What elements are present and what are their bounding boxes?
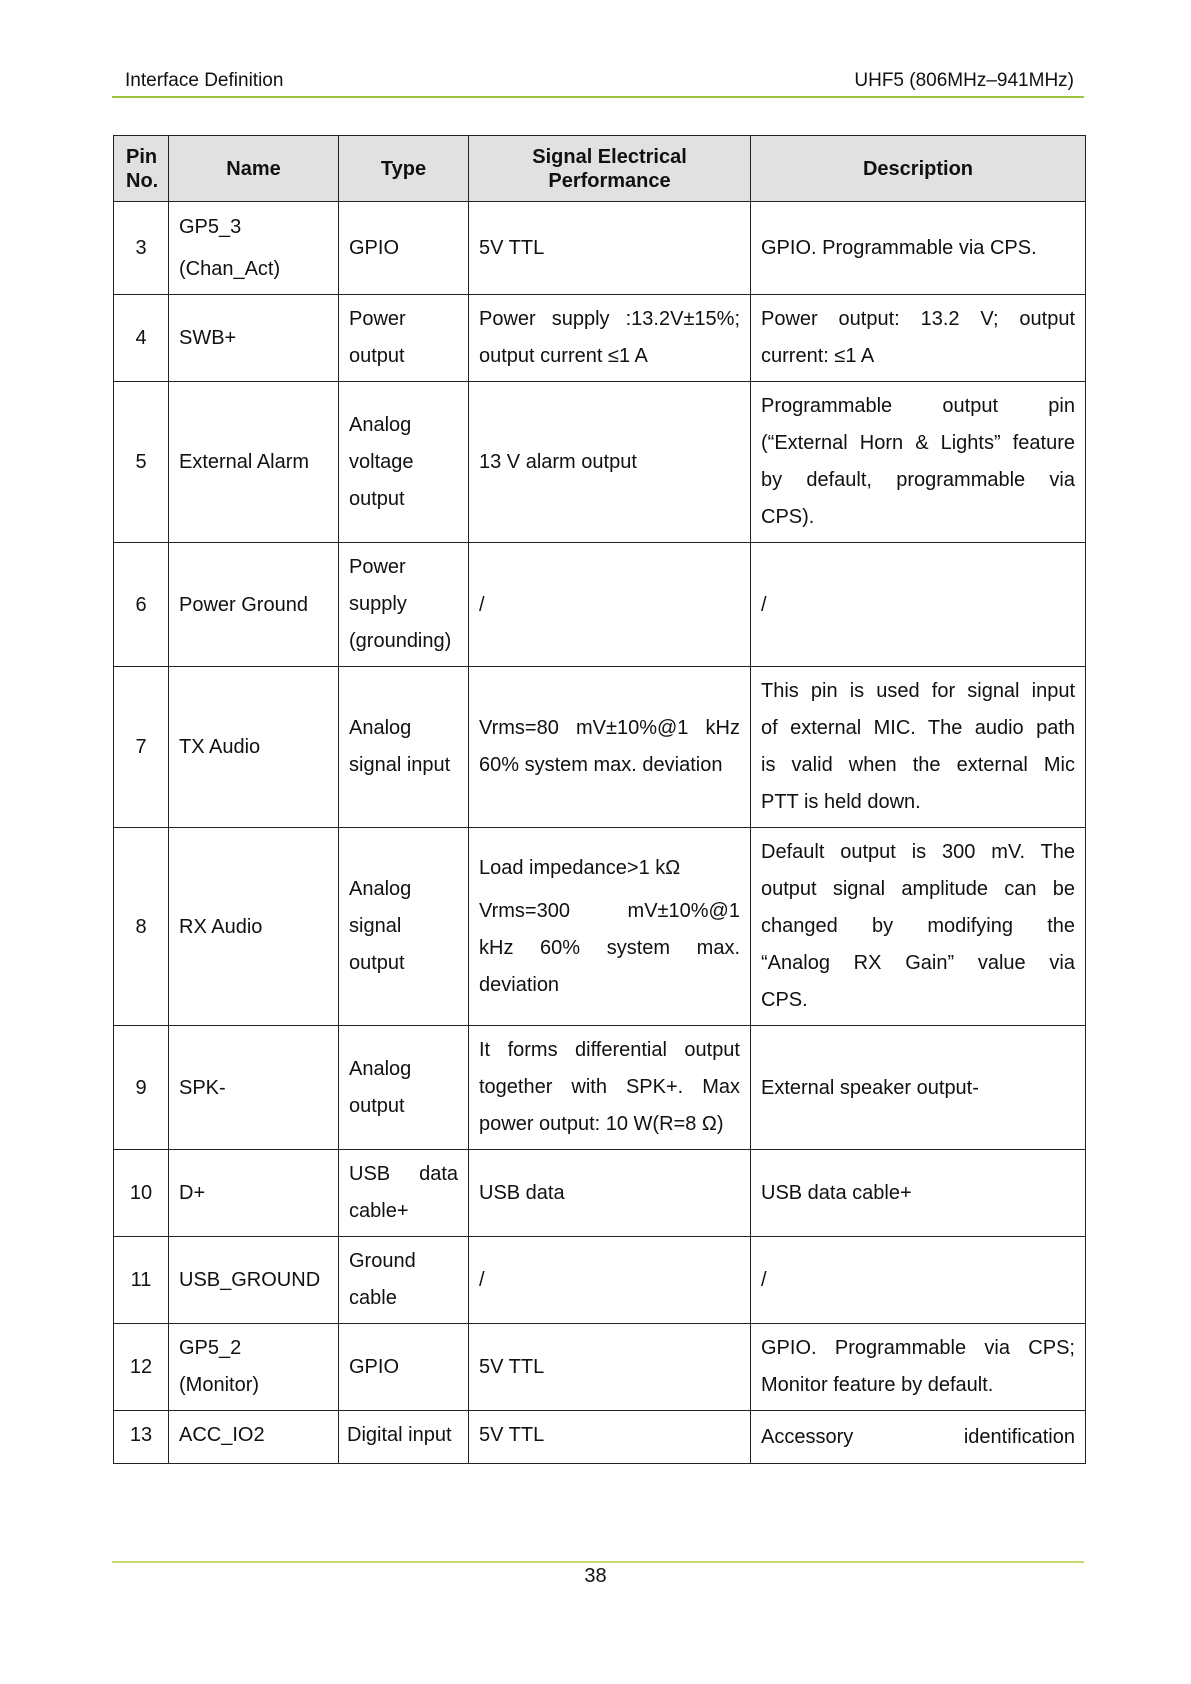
table-row — [114, 202, 1086, 295]
table-row — [114, 295, 1086, 382]
pin-name: TX Audio — [169, 667, 339, 828]
pin-number: 7 — [114, 667, 169, 828]
column-header-type: Type — [339, 136, 469, 202]
pin-signal: 13 V alarm output — [469, 382, 751, 543]
column-header-signal: Signal Electrical Performance — [469, 136, 751, 202]
pin-definition-table — [113, 135, 1086, 1464]
pin-type: GPIO — [339, 1324, 469, 1411]
column-header-name: Name — [169, 136, 339, 202]
pin-description: USB data cable+ — [751, 1150, 1086, 1237]
pin-type: Analog output — [339, 1026, 469, 1150]
table-row — [114, 1324, 1086, 1411]
table-row — [114, 1411, 1086, 1464]
table-header-row — [114, 136, 1086, 202]
pin-number: 12 — [114, 1324, 169, 1411]
pin-number: 11 — [114, 1237, 169, 1324]
pin-description: This pin is used for signal input of external MIC. The audio path is valid when the external Mic PTT is held down. — [751, 667, 1086, 828]
pin-signal: It forms differential output together with SPK+. Max power output: 10 W(R=8 Ω) — [469, 1026, 751, 1150]
pin-description: Programmable output pin (“External Horn & Lights” feature by default, programmable via CPS). — [751, 382, 1086, 543]
table-row — [114, 1237, 1086, 1324]
pin-name: SWB+ — [169, 295, 339, 382]
pin-number: 13 — [114, 1411, 169, 1464]
pin-description: Power output: 13.2 V; output current: ≤1 A — [751, 295, 1086, 382]
pin-description: / — [751, 1237, 1086, 1324]
pin-name: RX Audio — [169, 828, 339, 1026]
header-divider — [112, 96, 1084, 98]
pin-type: Power supply (grounding) — [339, 543, 469, 667]
header-band-label: UHF5 (806MHz–941MHz) — [854, 70, 1074, 91]
pin-signal: Vrms=80 mV±10%@1 kHz 60% system max. deviation — [469, 667, 751, 828]
pin-signal: Power supply :13.2V±15%; output current ≤1 A — [469, 295, 751, 382]
pin-description: External speaker output- — [751, 1026, 1086, 1150]
pin-description: Accessory identification — [751, 1411, 1086, 1464]
pin-type: Power output — [339, 295, 469, 382]
pin-name: Power Ground — [169, 543, 339, 667]
pin-type: USB data cable+ — [339, 1150, 469, 1237]
pin-number: 6 — [114, 543, 169, 667]
table-row — [114, 667, 1086, 828]
pin-name: D+ — [169, 1150, 339, 1237]
table-row — [114, 828, 1086, 1026]
table-row — [114, 382, 1086, 543]
pin-signal: 5V TTL — [469, 1411, 751, 1464]
header-section-title: Interface Definition — [125, 70, 284, 91]
footer-divider — [112, 1561, 1084, 1563]
pin-type: Ground cable — [339, 1237, 469, 1324]
pin-type: Analog signal input — [339, 667, 469, 828]
page-number: 38 — [584, 1565, 607, 1587]
pin-signal: 5V TTL — [469, 1324, 751, 1411]
pin-signal: / — [469, 543, 751, 667]
pin-number: 10 — [114, 1150, 169, 1237]
pin-signal: USB data — [469, 1150, 751, 1237]
pin-name: External Alarm — [169, 382, 339, 543]
table-row — [114, 543, 1086, 667]
pin-description: / — [751, 543, 1086, 667]
pin-number: 4 — [114, 295, 169, 382]
pin-number: 9 — [114, 1026, 169, 1150]
pin-description: Default output is 300 mV. The output signal amplitude can be changed by modifying the “Analog RX Gain” value via CPS. — [751, 828, 1086, 1026]
pin-name: GP5_3 (Chan_Act) — [169, 202, 339, 295]
pin-description: GPIO. Programmable via CPS. — [751, 202, 1086, 295]
pin-type: GPIO — [339, 202, 469, 295]
pin-type: Analog signal output — [339, 828, 469, 1026]
table-row — [114, 1150, 1086, 1237]
pin-number: 5 — [114, 382, 169, 543]
pin-name: SPK- — [169, 1026, 339, 1150]
pin-name: USB_GROUND — [169, 1237, 339, 1324]
pin-type: Analog voltage output — [339, 382, 469, 543]
pin-number: 8 — [114, 828, 169, 1026]
pin-description: GPIO. Programmable via CPS; Monitor feature by default. — [751, 1324, 1086, 1411]
column-header-description: Description — [751, 136, 1086, 202]
column-header-pin: Pin No. — [114, 136, 169, 202]
pin-signal: Load impedance>1 kΩ Vrms=300 mV±10%@1 kHz 60% system max. deviation — [469, 828, 751, 1026]
pin-number: 3 — [114, 202, 169, 295]
pin-signal: / — [469, 1237, 751, 1324]
pin-signal: 5V TTL — [469, 202, 751, 295]
table-row — [114, 1026, 1086, 1150]
pin-type: Digital input — [339, 1411, 469, 1464]
pin-name: ACC_IO2 — [169, 1411, 339, 1464]
pin-name: GP5_2 (Monitor) — [169, 1324, 339, 1411]
